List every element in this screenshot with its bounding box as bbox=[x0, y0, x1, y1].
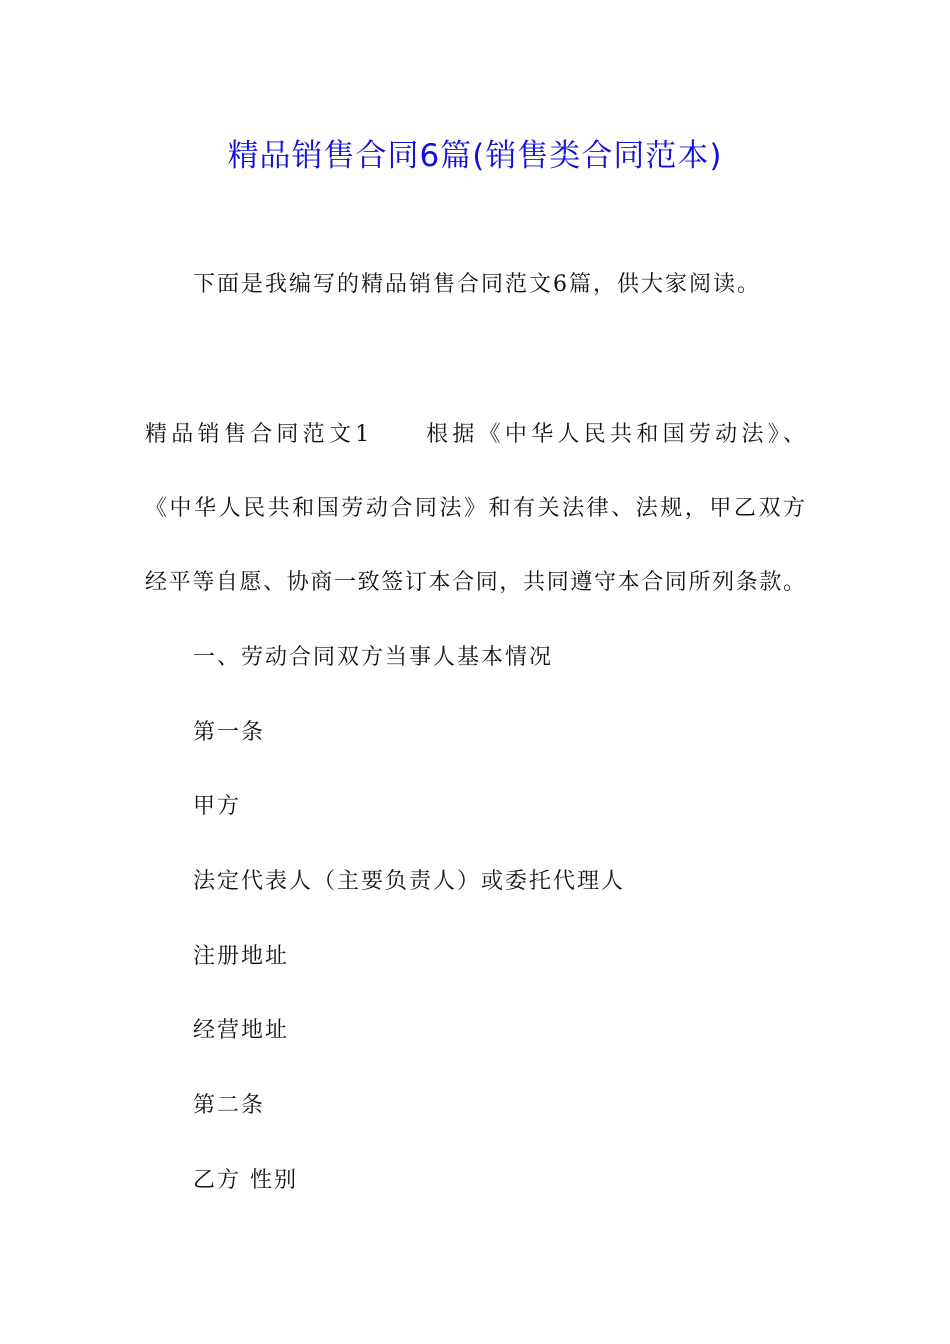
party-a-label: 甲方 bbox=[193, 794, 242, 819]
business-address-label: 经营地址 bbox=[193, 1018, 290, 1043]
section-heading: 一、劳动合同双方当事人基本情况 bbox=[193, 645, 554, 670]
party-b-gender-label: 乙方 性别 bbox=[193, 1168, 298, 1193]
paragraph-line-3: 经平等自愿、协商一致签订本合同，共同遵守本合同所列条款。 bbox=[145, 570, 805, 595]
article-2-label: 第二条 bbox=[193, 1093, 266, 1118]
document-title: 精品销售合同6篇(销售类合同范本) bbox=[227, 138, 723, 174]
intro-paragraph: 下面是我编写的精品销售合同范文6篇，供大家阅读。 bbox=[193, 272, 761, 297]
legal-rep-label: 法定代表人（主要负责人）或委托代理人 bbox=[193, 869, 626, 894]
paragraph-line-1: 精品销售合同范文1 根据《中华人民共和国劳动法》、 bbox=[145, 422, 805, 447]
paragraph-line-2: 《中华人民共和国劳动合同法》和有关法律、法规，甲乙双方 bbox=[145, 496, 805, 521]
registered-address-label: 注册地址 bbox=[193, 944, 290, 969]
article-1-label: 第一条 bbox=[193, 720, 266, 745]
